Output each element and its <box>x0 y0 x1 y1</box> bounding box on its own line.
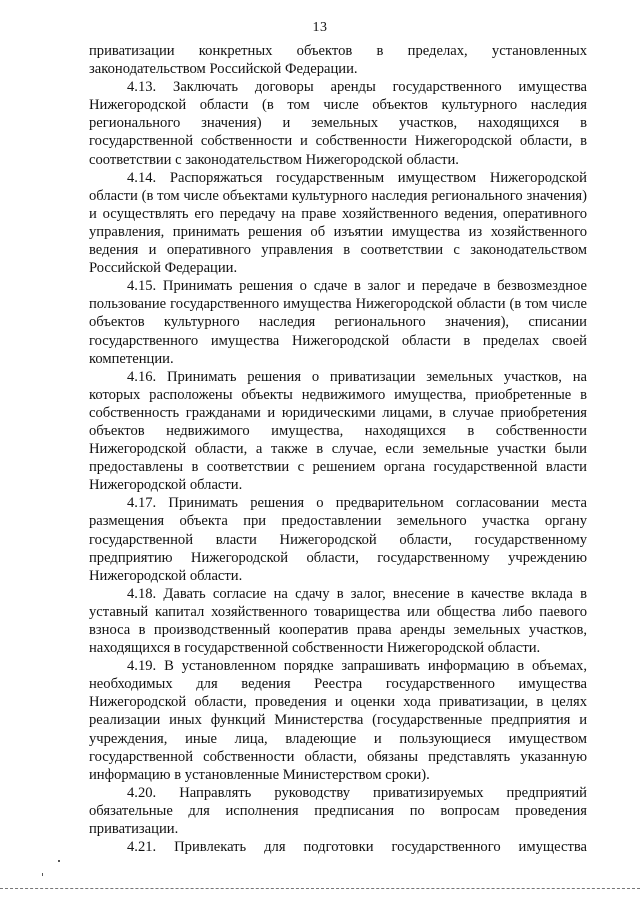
paragraph-4-16: 4.16. Принимать решения о приватизации земельных участков, на которых расположены объекты недвижимого имущества, приобретенные в собственность гражданами и юридическими лицами, в случае приобретения объектов недвижимого имущества, находящихся в собственности Нижегородской области, а также в случае, если земельные участки были предоставлены в соответствии с решением органа государственной власти Нижегородской области. <box>89 368 587 494</box>
paragraph-4-18: 4.18. Давать согласие на сдачу в залог, внесение в качестве вклада в уставный капитал хозяйственного товарищества или общества либо паевого взноса в производственный кооператив права аренды земельных участков, находящихся в государственной собственности Нижегородской области. <box>89 585 587 657</box>
paragraph-4-19: 4.19. В установленном порядке запрашивать информацию в объемах, необходимых для ведения Реестра государственного имущества Нижегородской области, проведения и оценки хода приватизации, в целях реализации иных функций Министерства (государственные предприятия и учреждения, иные лица, владеющие и пользующиеся имуществом государственной собственности области, обязаны представлять указанную информацию в установленные Министерством сроки). <box>89 658 587 783</box>
paragraph-4-14: 4.14. Распоряжаться государственным имуществом Нижегородской области (в том числе объектами культурного наследия регионального значения) и осуществлять его передачу на праве хозяйственного ведения, оперативного управления, принимать решения об изъятии имущества из хозяйственного ведения и оперативного управления в соответствии с законодательством Российской Федерации. <box>89 169 587 277</box>
scan-speck <box>58 860 60 862</box>
paragraph-4-17: 4.17. Принимать решения о предварительном согласовании места размещения объекта при предоставлении земельного участка органу государственной власти Нижегородской области, государственному предприятию Нижегородской области, государственному учреждению Нижегородской области. <box>89 495 587 584</box>
document-body <box>89 42 587 856</box>
paragraph-4-15: 4.15. Принимать решения о сдаче в залог и передаче в безвозмездное пользование государственного имущества Нижегородской области (в том числе объектов культурного наследия регионального значения), списании государственного имущества Нижегородской области в пределах своей компетенции. <box>89 278 587 367</box>
paragraph-4-13: 4.13. Заключать договоры аренды государственного имущества Нижегородской области (в том числе объектов культурного наследия регионального значения) и земельных участков, находящихся в государственной собственности и собственности Нижегородской области, в соответствии с законодательством Нижегородской области. <box>89 79 587 168</box>
page-number: 13 <box>312 20 328 35</box>
paragraph-4-20: 4.20. Направлять руководству приватизируемых предприятий обязательные для исполнения предписания по вопросам проведения приватизации. <box>89 784 587 838</box>
paragraph-4-21: 4.21. Привлекать для подготовки государственного имущества <box>127 839 587 856</box>
scan-speck <box>42 873 43 876</box>
scan-edge-line <box>0 888 640 889</box>
paragraph-continuation: приватизации конкретных объектов в пределах, установленных законодательством Российской Федерации. <box>89 43 587 78</box>
